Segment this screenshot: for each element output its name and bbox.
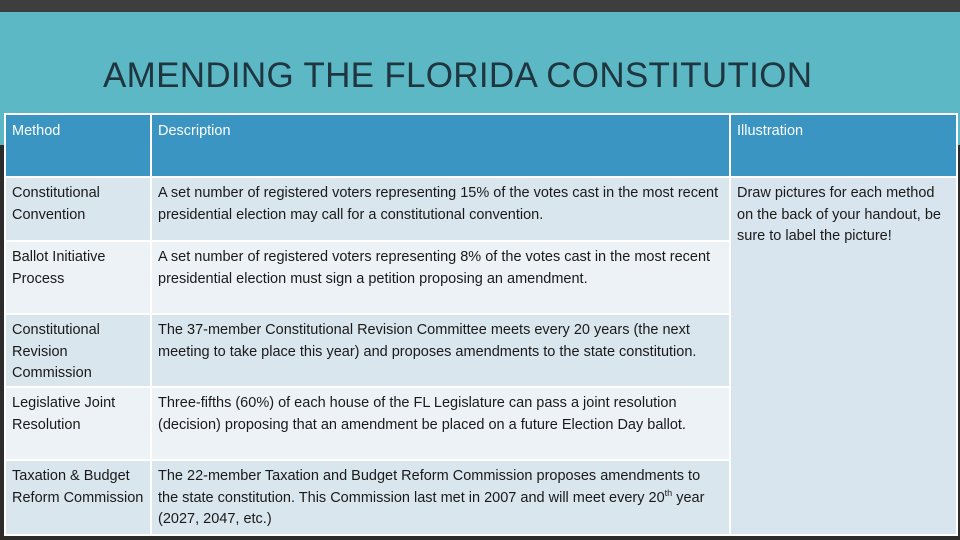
method-cell: Constitutional Revision Commission: [5, 314, 151, 387]
method-cell: Taxation & Budget Reform Commission: [5, 460, 151, 535]
ordinal-suffix: th: [664, 487, 673, 498]
table-row: [5, 177, 957, 241]
method-cell: Ballot Initiative Process: [5, 241, 151, 314]
description-text: The 22-member Taxation and Budget Reform Commission proposes amendments to the state constitution. This Commission last met in 2007 and will meet every 20: [158, 468, 701, 506]
description-cell: The 37-member Constitutional Revision Committee meets every 20 years (the next meeting to take place this year) and proposes amendments to the state constitution.: [151, 314, 730, 387]
header-description: Description: [151, 114, 730, 177]
table-header-row: [5, 114, 957, 177]
header-method: Method: [5, 114, 151, 177]
top-band: [0, 0, 960, 12]
page-title: AMENDING THE FLORIDA CONSTITUTION: [103, 56, 813, 95]
header-illustration: Illustration: [730, 114, 957, 177]
description-cell: A set number of registered voters representing 15% of the votes cast in the most recent presidential election may call for a constitutional convention.: [151, 177, 730, 241]
illustration-note: Draw pictures for each method on the back of your handout, be sure to label the picture!: [730, 177, 957, 535]
description-cell: Three-fifths (60%) of each house of the FL Legislature can pass a joint resolution (decision) proposing that an amendment be placed on a future Election Day ballot.: [151, 387, 730, 460]
description-cell: [151, 460, 730, 535]
amendment-methods-table: [4, 113, 958, 536]
method-cell: Legislative Joint Resolution: [5, 387, 151, 460]
description-text-end: year (2027, 2047, etc.): [158, 489, 705, 527]
method-cell: Constitutional Convention: [5, 177, 151, 241]
description-cell: A set number of registered voters representing 8% of the votes cast in the most recent presidential election must sign a petition proposing an amendment.: [151, 241, 730, 314]
